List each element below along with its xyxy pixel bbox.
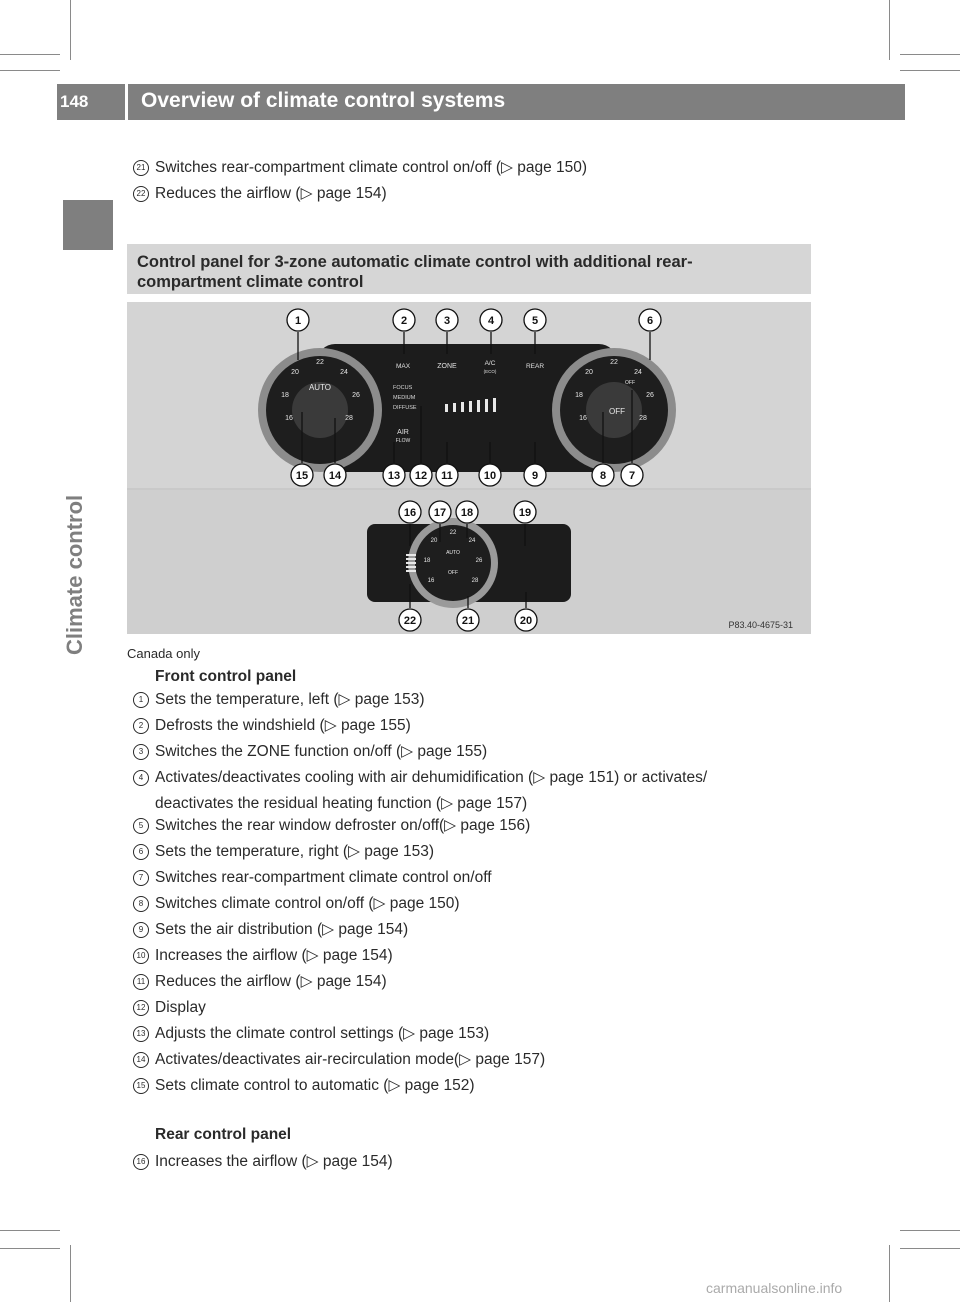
- callout-label: 4: [487, 315, 495, 327]
- item-text: Sets the temperature, right (▷ page 153): [155, 843, 435, 860]
- callout-number: 6: [133, 844, 149, 860]
- callout-numbers: [295, 315, 653, 627]
- callout-label: 21: [461, 615, 475, 627]
- callout-number: 2: [133, 718, 149, 734]
- dial-tick-label: 22: [449, 530, 457, 536]
- page-title: Overview of climate control systems: [141, 89, 506, 112]
- callout-label: 5: [531, 315, 539, 327]
- dial-tick-label: 26: [646, 392, 654, 399]
- dial-tick-label: 22: [610, 359, 618, 366]
- dial-tick-label: 26: [475, 558, 483, 564]
- mode-label: DIFFUSE: [393, 405, 417, 411]
- side-tab-marker: [63, 200, 113, 250]
- callout-number: 21: [133, 160, 149, 176]
- off-label: OFF: [609, 407, 625, 416]
- callout-label: 13: [387, 470, 401, 482]
- item-text: Activates/deactivates air-recirculation mode(▷ page 157): [155, 1051, 546, 1068]
- side-tab-label: Climate control: [62, 494, 87, 655]
- callout-number: 9: [133, 922, 149, 938]
- crop-mark: [0, 1230, 60, 1231]
- callout-number: 16: [133, 1154, 149, 1170]
- dial-tick-label: 16: [427, 578, 435, 584]
- rear-off-label: OFF: [448, 570, 458, 576]
- item-text: Display: [155, 999, 206, 1016]
- item-text: Reduces the airflow (▷ page 154): [155, 185, 387, 202]
- callout-label: 17: [433, 507, 447, 519]
- callout-layer: [127, 302, 811, 634]
- air-flow-label: AIR: [397, 429, 409, 436]
- dial-tick-label: 16: [579, 415, 587, 422]
- crop-mark: [0, 1248, 60, 1249]
- callout-number: 14: [133, 1052, 149, 1068]
- mode-label: FOCUS: [393, 385, 413, 391]
- air-flow-label: FLOW: [395, 438, 411, 444]
- item-text: Activates/deactivates cooling with air dehumidification (▷ page 151) or activates/: [155, 769, 708, 786]
- callout-label: 20: [519, 615, 533, 627]
- item-text: Increases the airflow (▷ page 154): [155, 947, 393, 964]
- callout-number: 4: [133, 770, 149, 786]
- callout-number: 5: [133, 818, 149, 834]
- dial-tick-label: 28: [345, 415, 353, 422]
- item-text-continued: deactivates the residual heating function (▷ page 157): [155, 795, 528, 812]
- dial-tick-label: 20: [430, 538, 438, 544]
- callout-label: 6: [646, 315, 654, 327]
- item-text: Sets the temperature, left (▷ page 153): [155, 691, 425, 708]
- item-text: Reduces the airflow (▷ page 154): [155, 973, 387, 990]
- dial-tick-label: 20: [585, 369, 593, 376]
- callout-number: 7: [133, 870, 149, 886]
- callout-label: 3: [443, 315, 451, 327]
- crop-mark: [0, 70, 60, 71]
- crop-mark: [889, 0, 890, 60]
- ac-label: A/C: [484, 360, 496, 367]
- dial-tick-label: 24: [340, 369, 348, 376]
- dial-tick-label: 22: [316, 359, 324, 366]
- item-text: Switches climate control on/off (▷ page 150): [155, 895, 460, 912]
- item-text: Adjusts the climate control settings (▷ page 153): [155, 1025, 490, 1042]
- item-text: Switches rear-compartment climate control on/off: [155, 869, 492, 886]
- rear-panel-heading: Rear control panel: [155, 1126, 292, 1143]
- callout-number: 22: [133, 186, 149, 202]
- dial-tick-label: 18: [575, 392, 583, 399]
- section-title: [137, 252, 693, 292]
- callout-number: 3: [133, 744, 149, 760]
- zone-label: ZONE: [437, 363, 457, 370]
- off-small-label: OFF: [625, 380, 635, 386]
- max-defrost-label: MAX: [395, 363, 411, 370]
- crop-mark: [70, 0, 71, 60]
- callout-label: 7: [628, 470, 636, 482]
- crop-mark: [70, 1245, 71, 1302]
- crop-mark: [900, 54, 960, 55]
- front-panel-heading: Front control panel: [155, 668, 297, 685]
- crop-mark: [900, 70, 960, 71]
- item-text: Sets climate control to automatic (▷ page 152): [155, 1077, 475, 1094]
- watermark: carmanualsonline.info: [706, 1280, 843, 1296]
- section-title-line: Control panel for 3-zone automatic climate control with additional rear-: [137, 253, 693, 271]
- item-text: Switches rear-compartment climate control on/off (▷ page 150): [155, 159, 588, 176]
- callout-label: 10: [483, 470, 497, 482]
- callout-label: 1: [294, 315, 302, 327]
- callout-label: 19: [518, 507, 532, 519]
- crop-mark: [0, 54, 60, 55]
- item-text: Increases the airflow (▷ page 154): [155, 1153, 393, 1170]
- item-text: Switches the ZONE function on/off (▷ page 155): [155, 743, 488, 760]
- section-heading: [127, 244, 811, 294]
- page-number: 148: [60, 92, 89, 111]
- rear-defrost-label: REAR: [525, 363, 545, 370]
- callout-label: 15: [295, 470, 309, 482]
- callout-label: 22: [403, 615, 417, 627]
- ac-eco-label: (ECO): [483, 369, 497, 374]
- header-separator: [125, 84, 128, 120]
- callout-number: 15: [133, 1078, 149, 1094]
- rear-auto-label: AUTO: [446, 550, 460, 556]
- dial-tick-label: 20: [291, 369, 299, 376]
- figure-caption: Canada only: [127, 646, 200, 661]
- callout-label: 18: [460, 507, 474, 519]
- dial-tick-label: 24: [634, 369, 642, 376]
- callout-label: 11: [441, 470, 453, 482]
- dial-tick-label: 28: [639, 415, 647, 422]
- item-text: Switches the rear window defroster on/off(▷ page 156): [155, 817, 531, 834]
- mode-label: MEDIUM: [393, 395, 416, 401]
- callout-number: 13: [133, 1026, 149, 1042]
- dial-tick-label: 16: [285, 415, 293, 422]
- callout-label: 12: [414, 470, 428, 482]
- crop-mark: [900, 1230, 960, 1231]
- crop-mark: [889, 1245, 890, 1302]
- item-text: Defrosts the windshield (▷ page 155): [155, 717, 411, 734]
- dial-tick-label: 28: [471, 578, 479, 584]
- dial-tick-label: 18: [423, 558, 431, 564]
- section-title-line: compartment climate control: [137, 273, 364, 291]
- auto-label: AUTO: [308, 383, 332, 392]
- callout-number: 10: [133, 948, 149, 964]
- callout-label: 16: [403, 507, 417, 519]
- callout-label: 8: [599, 470, 607, 482]
- callout-label: 2: [400, 315, 408, 327]
- item-text: Sets the air distribution (▷ page 154): [155, 921, 409, 938]
- dial-tick-label: 18: [281, 392, 289, 399]
- callout-label: 9: [531, 470, 539, 482]
- callout-number: 11: [133, 974, 149, 990]
- callout-number: 1: [133, 692, 149, 708]
- crop-mark: [900, 1248, 960, 1249]
- callout-number: 8: [133, 896, 149, 912]
- callout-label: 14: [328, 470, 342, 482]
- control-panel-figure: [127, 302, 811, 634]
- dial-tick-label: 26: [352, 392, 360, 399]
- figure-part-number: P83.40-4675-31: [728, 620, 793, 630]
- callout-number: 12: [133, 1000, 149, 1016]
- dial-tick-label: 24: [468, 538, 476, 544]
